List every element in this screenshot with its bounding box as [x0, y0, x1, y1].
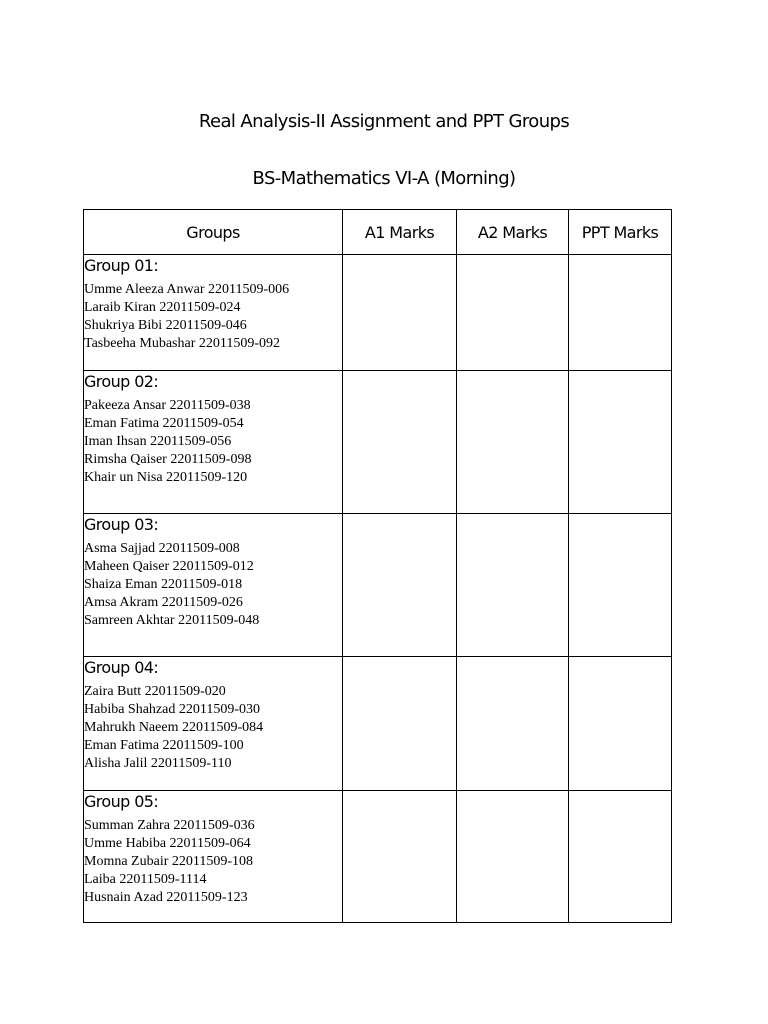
group-cell [84, 255, 343, 371]
a2-marks-cell [457, 657, 569, 791]
ppt-marks-cell [569, 791, 672, 923]
group-member: Summan Zahra 22011509-036 [84, 818, 255, 833]
group-member: Alisha Jalil 22011509-110 [84, 756, 232, 771]
group-member: Umme Aleeza Anwar 22011509-006 [84, 282, 290, 297]
group-member: Momna Zubair 22011509-108 [84, 854, 254, 869]
group-member: Maheen Qaiser 22011509-012 [84, 559, 254, 574]
a2-marks-cell [457, 514, 569, 657]
a1-marks-cell [343, 371, 457, 514]
table-row-group-02 [84, 371, 672, 514]
group-member: Iman Ihsan 22011509-056 [84, 434, 232, 449]
group-member: Mahrukh Naeem 22011509-084 [84, 720, 264, 735]
a1-marks-cell [343, 514, 457, 657]
document-subtitle: BS-Mathematics VI-A (Morning) [252, 168, 516, 189]
group-member: Zaira Butt 22011509-020 [84, 684, 226, 699]
group-member: Amsa Akram 22011509-026 [84, 595, 243, 610]
group-member: Shaiza Eman 22011509-018 [84, 577, 243, 592]
group-member: Husnain Azad 22011509-123 [84, 890, 248, 905]
group-member: Laiba 22011509-1114 [84, 872, 207, 887]
table-row-group-05 [84, 791, 672, 923]
a1-marks-cell [343, 657, 457, 791]
ppt-marks-cell [569, 657, 672, 791]
group-member: Asma Sajjad 22011509-008 [84, 541, 240, 556]
a1-marks-cell [343, 791, 457, 923]
group-name: Group 04: [84, 658, 159, 677]
table-row-group-03 [84, 514, 672, 657]
a2-marks-cell [457, 371, 569, 514]
group-name: Group 05: [84, 792, 159, 811]
table-row-group-01 [84, 255, 672, 371]
group-cell [84, 657, 343, 791]
group-name: Group 02: [84, 372, 159, 391]
group-cell [84, 514, 343, 657]
group-name: Group 03: [84, 515, 159, 534]
table-row-group-04 [84, 657, 672, 791]
ppt-marks-cell [569, 371, 672, 514]
group-member: Pakeeza Ansar 22011509-038 [84, 398, 251, 413]
a1-marks-cell [343, 255, 457, 371]
group-member: Eman Fatima 22011509-100 [84, 738, 244, 753]
document-title: Real Analysis-II Assignment and PPT Groups [198, 111, 570, 132]
header-ppt-marks: PPT Marks [569, 210, 672, 255]
group-member: Shukriya Bibi 22011509-046 [84, 318, 247, 333]
ppt-marks-cell [569, 255, 672, 371]
group-member: Tasbeeha Mubashar 22011509-092 [84, 336, 281, 351]
group-cell [84, 791, 343, 923]
group-member: Umme Habiba 22011509-064 [84, 836, 251, 851]
header-a1-marks: A1 Marks [343, 210, 457, 255]
group-member: Rimsha Qaiser 22011509-098 [84, 452, 252, 467]
group-cell [84, 371, 343, 514]
header-a2-marks: A2 Marks [457, 210, 569, 255]
header-groups: Groups [84, 210, 343, 255]
group-member: Eman Fatima 22011509-054 [84, 416, 244, 431]
a2-marks-cell [457, 791, 569, 923]
table-header-row [84, 210, 672, 255]
a2-marks-cell [457, 255, 569, 371]
group-member: Khair un Nisa 22011509-120 [84, 470, 248, 485]
groups-table [83, 209, 672, 923]
group-member: Samreen Akhtar 22011509-048 [84, 613, 260, 628]
group-member: Laraib Kiran 22011509-024 [84, 300, 241, 315]
group-name: Group 01: [84, 256, 159, 275]
ppt-marks-cell [569, 514, 672, 657]
group-member: Habiba Shahzad 22011509-030 [84, 702, 260, 717]
